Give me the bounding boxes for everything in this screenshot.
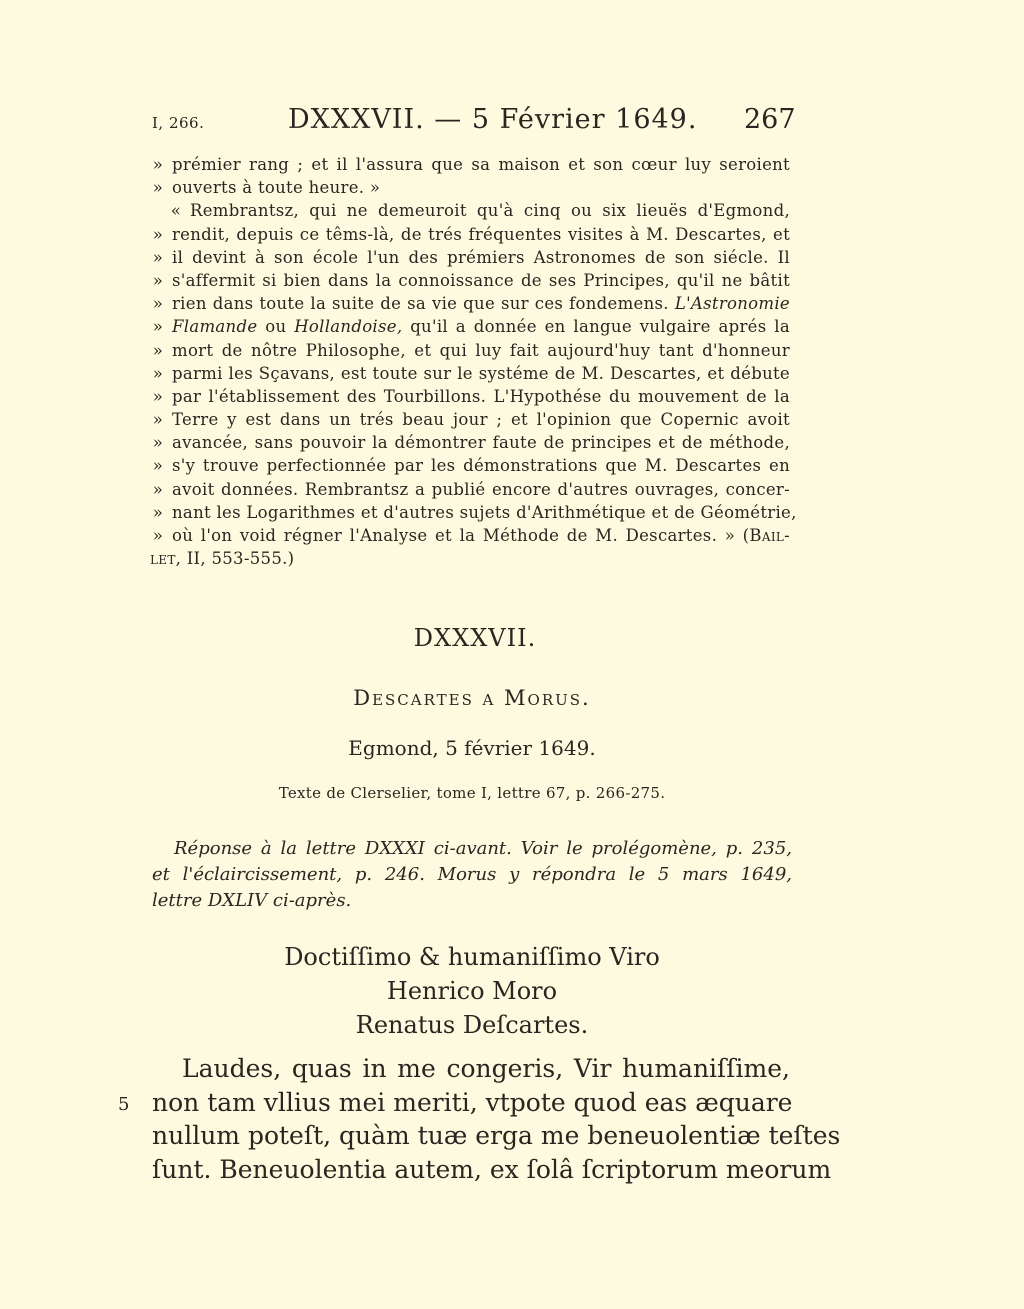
- quote-text-segment: ou: [257, 317, 295, 337]
- citation-reference: , II, 553-555.): [175, 549, 295, 569]
- salutation-line: Renatus Deſcartes.: [355, 1011, 589, 1039]
- quote-line: [150, 339, 790, 362]
- quote-italic-title: Flamande: [172, 317, 258, 337]
- body-line: ſunt. Beneuolentia autem, ex ſolâ ſcriptorum meorum: [152, 1154, 832, 1184]
- quote-line: [150, 269, 790, 292]
- quote-line: [150, 362, 790, 385]
- margin-line-number: 5: [118, 1094, 130, 1115]
- quote-text-segment: où l'on void régner l'Analyse et la Méthode de M. Descartes. » (: [172, 526, 750, 545]
- quote-mark: »: [152, 502, 164, 522]
- quoted-passage: [150, 153, 797, 570]
- citation-author: Bail-: [749, 526, 790, 545]
- body-line: Laudes, quas in me congeris, Vir humaniſſime,: [182, 1054, 790, 1083]
- letter-source: Texte de Clerselier, tome I, lettre 67, p. 266-275.: [278, 784, 666, 802]
- body-line: nullum poteſt, quàm tuæ erga me beneuolentiæ teſtes: [152, 1121, 841, 1150]
- salutation-line: Henrico Moro: [386, 977, 558, 1005]
- quote-mark: »: [152, 410, 164, 430]
- quote-text: parmi les Sçavans, est toute sur le systéme de M. Descartes, et débute: [172, 363, 790, 383]
- salutation: [0, 940, 944, 1042]
- quote-text: [150, 547, 768, 570]
- quote-text: par l'établissement des Tourbillons. L'Hypothése du mouvement de la: [172, 386, 790, 406]
- quote-text: nant les Logarithmes et d'autres sujets d'Arithmétique et de Géométrie,: [172, 502, 797, 522]
- quote-italic-title: L'Astronomie: [674, 294, 790, 314]
- quote-mark: »: [152, 479, 164, 499]
- quote-line: [150, 547, 790, 570]
- quote-line: [150, 431, 790, 454]
- quote-line: [150, 176, 790, 199]
- quote-text: il devint à son école l'un des prémiers Astronomes de son siécle. Il: [172, 247, 790, 267]
- note-line: lettre DXLIV ci-après.: [152, 890, 352, 911]
- running-header-title: DXXXVII. — 5 Février 1649.: [288, 104, 698, 135]
- quote-text-segment: rien dans toute la suite de sa vie que sur ces fondemens.: [172, 294, 675, 314]
- quote-line: [150, 385, 790, 408]
- quote-line: [150, 501, 797, 524]
- quote-line: [150, 292, 790, 315]
- quote-mark: »: [152, 526, 164, 545]
- quote-mark: »: [152, 456, 164, 476]
- quote-mark: »: [152, 317, 164, 337]
- quote-text: s'y trouve perfectionnée par les démonstrations que M. Descartes en: [172, 456, 790, 476]
- quote-line: [150, 199, 790, 222]
- quote-line: [150, 454, 790, 477]
- quote-mark: »: [152, 178, 164, 198]
- quote-italic-title: Hollandoise,: [294, 317, 403, 337]
- quote-mark: «: [170, 201, 182, 221]
- quote-mark: »: [152, 294, 164, 314]
- quote-line: [150, 478, 790, 501]
- quote-mark: »: [152, 224, 164, 244]
- editorial-note: [152, 836, 792, 914]
- citation-author: let: [150, 549, 176, 569]
- page-number: 267: [744, 104, 796, 135]
- quote-text: avoit données. Rembrantsz a publié encore d'autres ouvrages, concer-: [172, 479, 790, 499]
- quote-text: s'affermit si bien dans la connoissance de ses Principes, qu'il ne bâtit: [172, 270, 790, 290]
- quote-mark: »: [152, 386, 164, 406]
- quote-line: [150, 246, 790, 269]
- quote-text: [172, 292, 790, 315]
- quote-text: ouverts à toute heure. »: [172, 178, 381, 198]
- quote-line: [150, 223, 790, 246]
- quote-text: [172, 315, 790, 338]
- quote-line: [150, 315, 790, 338]
- quote-mark: »: [152, 340, 164, 360]
- quote-text: [172, 524, 790, 547]
- quote-mark: »: [152, 155, 164, 174]
- note-line: et l'éclaircissement, p. 246. Morus y répondra le 5 mars 1649,: [152, 864, 792, 885]
- quote-text: Rembrantsz, qui ne demeuroit qu'à cinq ou six lieuës d'Egmond,: [190, 201, 790, 221]
- quote-text-segment: qu'il a donnée en langue vulgaire aprés la: [402, 317, 790, 337]
- quote-mark: »: [152, 433, 164, 453]
- letter-title: Descartes a Morus.: [353, 686, 591, 710]
- quote-text: mort de nôtre Philosophe, et qui luy fait aujourd'huy tant d'honneur: [172, 340, 790, 360]
- letter-place-date: Egmond, 5 février 1649.: [348, 736, 596, 760]
- quote-line: [150, 524, 790, 547]
- salutation-line: Doctiſſimo & humaniſſimo Viro: [284, 943, 660, 971]
- letter-number: DXXXVII.: [413, 624, 537, 652]
- quote-text: rendit, depuis ce têms-là, de trés fréquentes visites à M. Descartes, et: [172, 224, 790, 244]
- quote-text: avancée, sans pouvoir la démontrer faute de principes et de méthode,: [172, 433, 790, 453]
- body-line: non tam vllius mei meriti, vtpote quod eas æquare: [152, 1087, 793, 1117]
- letter-body: [152, 1052, 841, 1186]
- quote-line: [150, 153, 790, 176]
- quote-mark: »: [152, 270, 164, 290]
- quote-mark: »: [152, 363, 164, 383]
- quote-text: prémier rang ; et il l'assura que sa maison et son cœur luy seroient: [172, 155, 790, 174]
- quote-mark: »: [152, 247, 164, 267]
- running-header-reference: I, 266.: [152, 114, 205, 132]
- quote-text: Terre y est dans un trés beau jour ; et l'opinion que Copernic avoit: [172, 410, 790, 430]
- quote-line: [150, 408, 790, 431]
- note-line: Réponse à la lettre DXXXI ci-avant. Voir le prolégomène, p. 235,: [174, 838, 792, 859]
